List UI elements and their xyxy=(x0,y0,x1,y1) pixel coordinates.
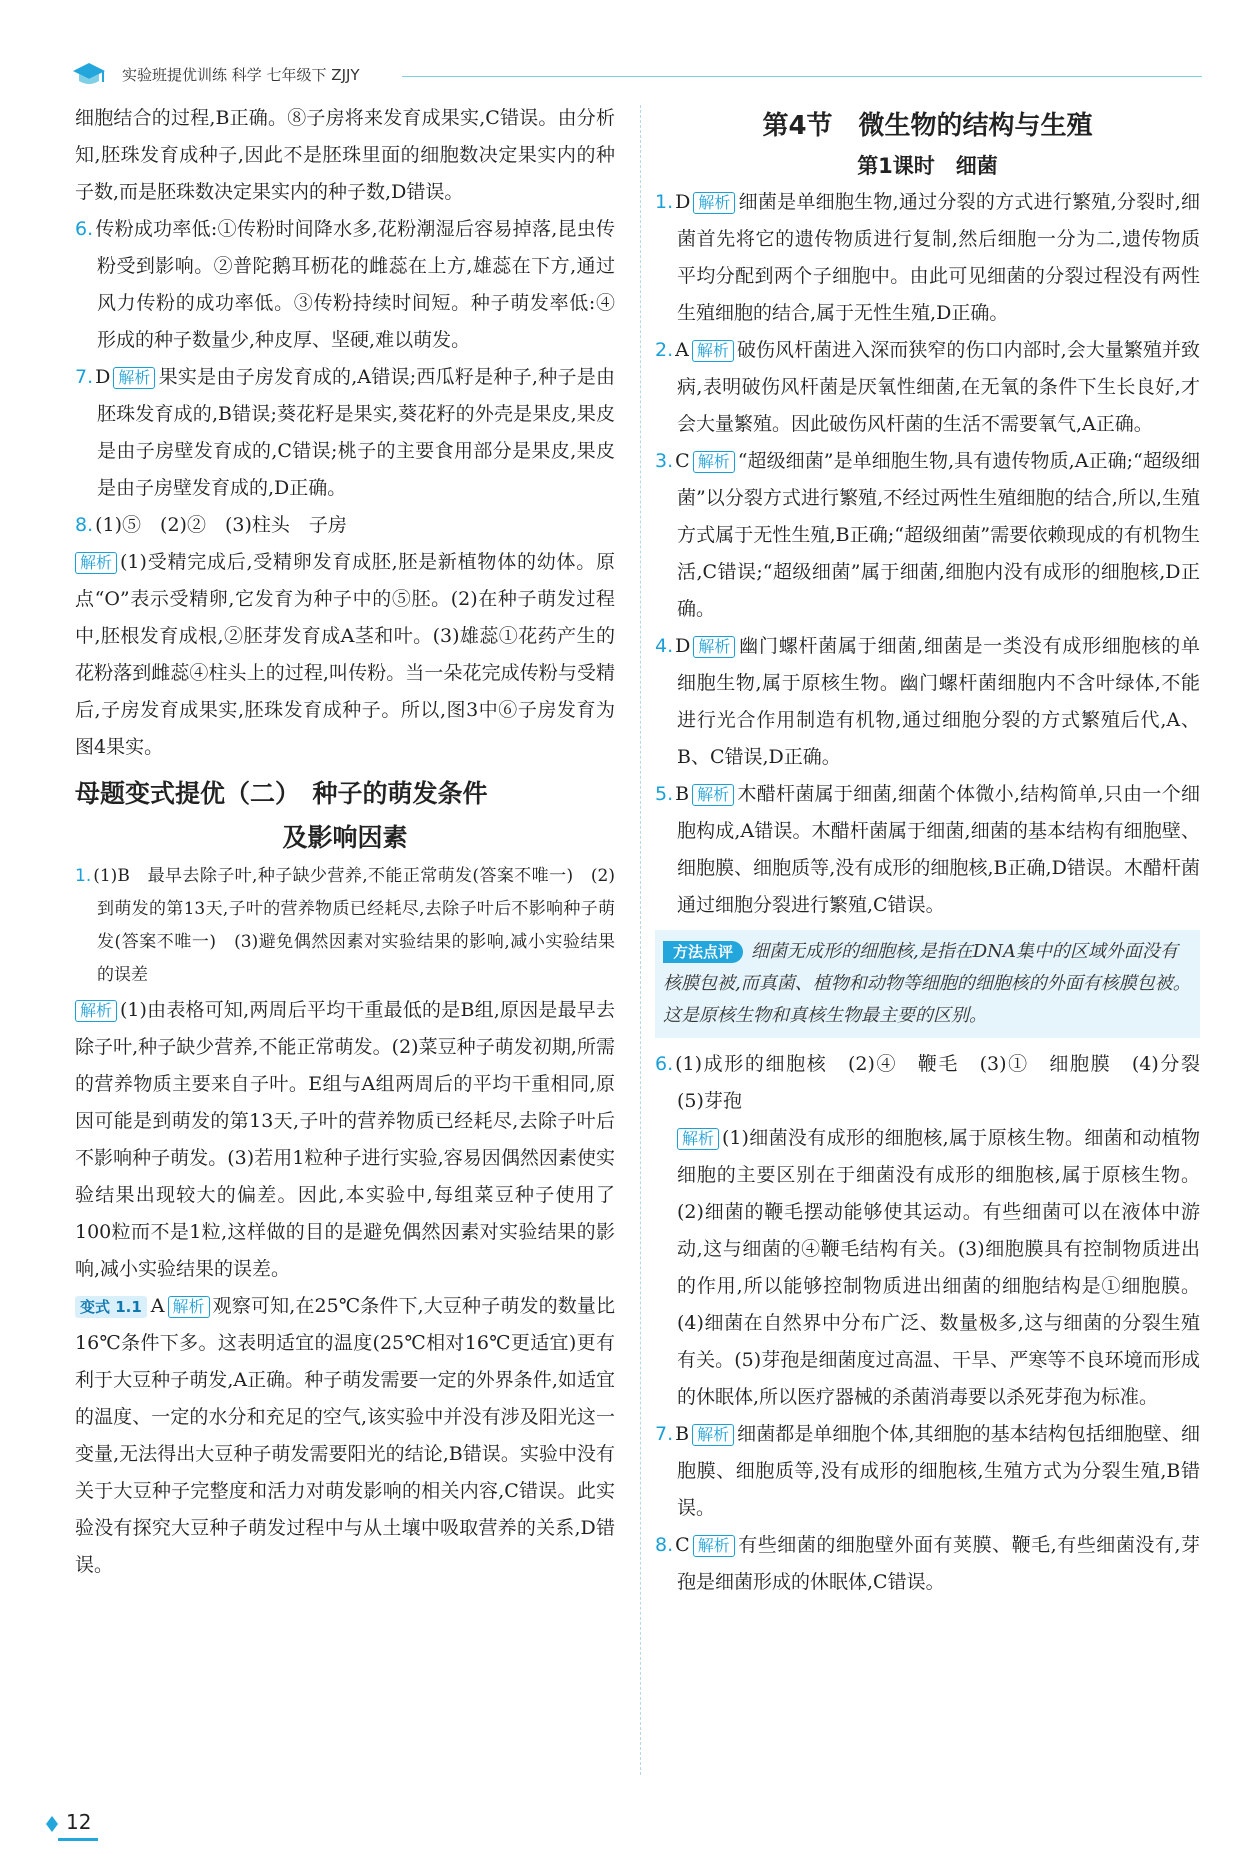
page-header xyxy=(72,56,1202,96)
chapter-title: 第4节 微生物的结构与生殖 xyxy=(762,111,1093,141)
answer-letter: A xyxy=(150,1295,165,1317)
answer-text: (1)B 最早去除子叶,种子缺少营养,不能正常萌发(答案不唯一) (2)到萌发的第13天,子叶的营养物质已经耗尽,去除子叶后不影响种子萌发(答案不唯一) (3)避免偶然因素对实验结果的影响,减小实验结果的误差 xyxy=(93,866,615,985)
header-rule xyxy=(402,76,1202,77)
answer-text: (1)成形的细胞核 (2)④ 鞭毛 (3)① 细胞膜 (4)分裂 (5)芽孢 xyxy=(675,1053,1220,1112)
answer-text: 传粉成功率低:①传粉时间降水多,花粉潮湿后容易掉落,昆虫传粉受到影响。②普陀鹅耳枥花的雌蕊在上方,雄蕊在下方,通过风力传粉的成功率低。③传粉持续时间短。种子萌发率低:④形成的种子数量少,种皮厚、坚硬,难以萌发。 xyxy=(95,218,615,351)
question-number: 6. xyxy=(75,218,94,240)
section-title-cont: 及影响因素 xyxy=(282,823,408,852)
question-8 xyxy=(75,507,615,544)
method-tip-label: 方法点评 xyxy=(663,941,743,963)
question-number: 2. xyxy=(655,339,674,361)
question-6 xyxy=(655,1046,1220,1120)
section-question-1 xyxy=(75,860,615,992)
paragraph-continued: 细胞结合的过程,B正确。⑧子房将来发育成果实,C错误。由分析知,胚珠发育成种子,因此不是胚珠里面的细胞数决定果实内的种子数,而是胚珠数决定果实内的种子数,D错误。 xyxy=(75,107,615,203)
question-7 xyxy=(655,1416,1200,1527)
answer-letter: D xyxy=(675,191,691,213)
page-marker-icon xyxy=(46,1816,58,1832)
question-number: 8. xyxy=(655,1534,674,1556)
column-divider xyxy=(640,105,641,1775)
variant-label: 变式 1.1 xyxy=(75,1296,147,1318)
answer-letter: D xyxy=(675,635,691,657)
section-question-1-analysis xyxy=(75,992,615,1288)
analysis-text: (1)受精完成后,受精卵发育成胚,胚是新植物体的幼体。原点“O”表示受精卵,它发育为种子中的⑤胚。(2)在种子萌发过程中,胚根发育成根,②胚芽发育成A茎和叶。(3)雄蕊①花药产生的花粉落到雌蕊④柱头上的过程,叫传粉。当一朵花完成传粉与受精后,子房发育成果实,胚珠发育成种子。所以,图3中⑥子房发育为图4果实。 xyxy=(75,551,615,758)
method-tip-text: 细菌无成形的细胞核,是指在DNA集中的区域外面没有核膜包被,而真菌、植物和动物等细胞的细胞核的外面有核膜包被。这是原核生物和真核生物最主要的区别。 xyxy=(663,941,1191,1026)
question-2 xyxy=(655,332,1200,443)
question-number: 7. xyxy=(655,1423,674,1445)
graduation-cap-icon xyxy=(72,60,106,90)
analysis-text: 破伤风杆菌进入深而狭窄的伤口内部时,会大量繁殖并致病,表明破伤风杆菌是厌氧性细菌,在无氧的条件下生长良好,才会大量繁殖。因此破伤风杆菌的生活不需要氧气,A正确。 xyxy=(677,339,1200,435)
question-6-analysis xyxy=(655,1120,1200,1416)
answer-letter: C xyxy=(675,450,690,472)
analysis-tag: 解析 xyxy=(693,1535,735,1557)
analysis-tag: 解析 xyxy=(693,636,735,658)
answer-letter: A xyxy=(675,339,689,361)
analysis-tag: 解析 xyxy=(693,192,735,214)
answer-letter: D xyxy=(95,366,111,388)
header-title: 实验班提优训练 科学 七年级下 ZJJY xyxy=(122,66,360,84)
analysis-tag: 解析 xyxy=(692,784,734,806)
analysis-text: (1)由表格可知,两周后平均干重最低的是B组,原因是最早去除子叶,种子缺少营养,不能正常萌发。(2)菜豆种子萌发初期,所需的营养物质主要来自子叶。E组与A组两周后的平均干重相同,原因可能是到萌发的第13天,子叶的营养物质已经耗尽,去除子叶后不影响种子萌发。(3)若用1粒种子进行实验,容易因偶然因素使实验结果出现较大的偏差。因此,本实验中,每组菜豆种子使用了100粒而不是1粒,这样做的目的是避免偶然因素对实验结果的影响,减小实验结果的误差。 xyxy=(75,999,615,1280)
question-3 xyxy=(655,443,1200,628)
analysis-tag: 解析 xyxy=(677,1128,719,1150)
analysis-text: “超级细菌”是单细胞生物,具有遗传物质,A正确;“超级细菌”以分裂方式进行繁殖,不经过两性生殖细胞的结合,所以,生殖方式属于无性生殖,B正确;“超级细菌”需要依赖现成的有机物生活,C错误;“超级细菌”属于细菌,细胞内没有成形的细胞核,D正确。 xyxy=(677,450,1200,620)
method-tip-box xyxy=(655,930,1200,1038)
lesson-subtitle: 第1课时 细菌 xyxy=(857,154,998,178)
question-8-analysis xyxy=(75,544,615,766)
page-number xyxy=(58,1808,98,1842)
analysis-tag: 解析 xyxy=(75,1000,117,1022)
answer-letter: B xyxy=(675,783,690,805)
answer-text: (1)⑤ (2)② (3)柱头 子房 xyxy=(95,514,347,536)
question-number: 6. xyxy=(655,1053,674,1075)
question-6 xyxy=(75,211,615,359)
analysis-text: (1)细菌没有成形的细胞核,属于原核生物。细菌和动植物细胞的主要区别在于细菌没有成形的细胞核,属于原核生物。(2)细菌的鞭毛摆动能够使其运动。有些细菌可以在液体中游动,这与细菌的④鞭毛结构有关。(3)细胞膜具有控制物质进出的作用,所以能够控制物质进出细菌的细胞结构是①细胞膜。(4)细菌在自然界中分布广泛、数量极多,这与细菌的分裂生殖有关。(5)芽孢是细菌度过高温、干旱、严寒等不良环境而形成的休眠体,所以医疗器械的杀菌消毒要以杀死芽孢为标准。 xyxy=(677,1127,1200,1408)
question-number: 5. xyxy=(655,783,674,805)
analysis-tag: 解析 xyxy=(692,1424,734,1446)
analysis-text: 木醋杆菌属于细菌,细菌个体微小,结构简单,只由一个细胞构成,A错误。木醋杆菌属于细菌,细菌的基本结构有细胞壁、细胞膜、细胞质等,没有成形的细胞核,B正确,D错误。木醋杆菌通过细胞分裂进行繁殖,C错误。 xyxy=(677,783,1200,916)
right-column xyxy=(655,100,1220,1601)
question-number: 1. xyxy=(75,866,92,886)
question-4 xyxy=(655,628,1200,776)
analysis-text: 有些细菌的细胞壁外面有荚膜、鞭毛,有些细菌没有,芽孢是细菌形成的休眠体,C错误。 xyxy=(677,1534,1200,1593)
page-number-underline xyxy=(58,1838,98,1841)
question-number: 3. xyxy=(655,450,674,472)
answer-letter: C xyxy=(675,1534,690,1556)
analysis-tag: 解析 xyxy=(113,367,155,389)
analysis-text: 果实是由子房发育成的,A错误;西瓜籽是种子,种子是由胚珠发育成的,B错误;葵花籽是果实,葵花籽的外壳是果皮,果皮是由子房壁发育成的,C错误;桃子的主要食用部分是果皮,果皮是由子房壁发育成的,D正确。 xyxy=(97,366,615,499)
analysis-tag: 解析 xyxy=(692,340,734,362)
left-column xyxy=(75,100,615,1584)
analysis-text: 幽门螺杆菌属于细菌,细菌是一类没有成形细胞核的单细胞生物,属于原核生物。幽门螺杆菌细胞内不含叶绿体,不能进行光合作用制造有机物,通过细胞分裂的方式繁殖后代,A、B、C错误,D正确。 xyxy=(677,635,1200,768)
question-number: 7. xyxy=(75,366,94,388)
answer-letter: B xyxy=(675,1423,690,1445)
question-5 xyxy=(655,776,1200,924)
question-8 xyxy=(655,1527,1200,1601)
section-title: 母题变式提优（二） 种子的萌发条件 xyxy=(75,779,488,808)
variant-1-1 xyxy=(75,1288,615,1584)
analysis-tag: 解析 xyxy=(75,552,117,574)
question-7 xyxy=(75,359,615,507)
question-number: 1. xyxy=(655,191,674,213)
page-number-text: 12 xyxy=(66,1810,92,1834)
analysis-tag: 解析 xyxy=(693,451,735,473)
question-1 xyxy=(655,184,1200,332)
analysis-text: 细菌是单细胞生物,通过分裂的方式进行繁殖,分裂时,细菌首先将它的遗传物质进行复制,然后细胞一分为二,遗传物质平均分配到两个子细胞中。由此可见细菌的分裂过程没有两性生殖细胞的结合,属于无性生殖,D正确。 xyxy=(677,191,1200,324)
analysis-tag: 解析 xyxy=(168,1296,210,1318)
question-number: 8. xyxy=(75,514,94,536)
question-number: 4. xyxy=(655,635,674,657)
analysis-text: 细菌都是单细胞个体,其细胞的基本结构包括细胞壁、细胞膜、细胞质等,没有成形的细胞核,生殖方式为分裂生殖,B错误。 xyxy=(677,1423,1200,1519)
analysis-text: 观察可知,在25℃条件下,大豆种子萌发的数量比16℃条件下多。这表明适宜的温度(25℃相对16℃更适宜)更有利于大豆种子萌发,A正确。种子萌发需要一定的外界条件,如适宜的温度、一定的水分和充足的空气,该实验中并没有涉及阳光这一变量,无法得出大豆种子萌发需要阳光的结论,B错误。实验中没有关于大豆种子完整度和活力对萌发影响的相关内容,C错误。此实验没有探究大豆种子萌发过程中与从土壤中吸取营养的关系,D错误。 xyxy=(75,1295,615,1576)
